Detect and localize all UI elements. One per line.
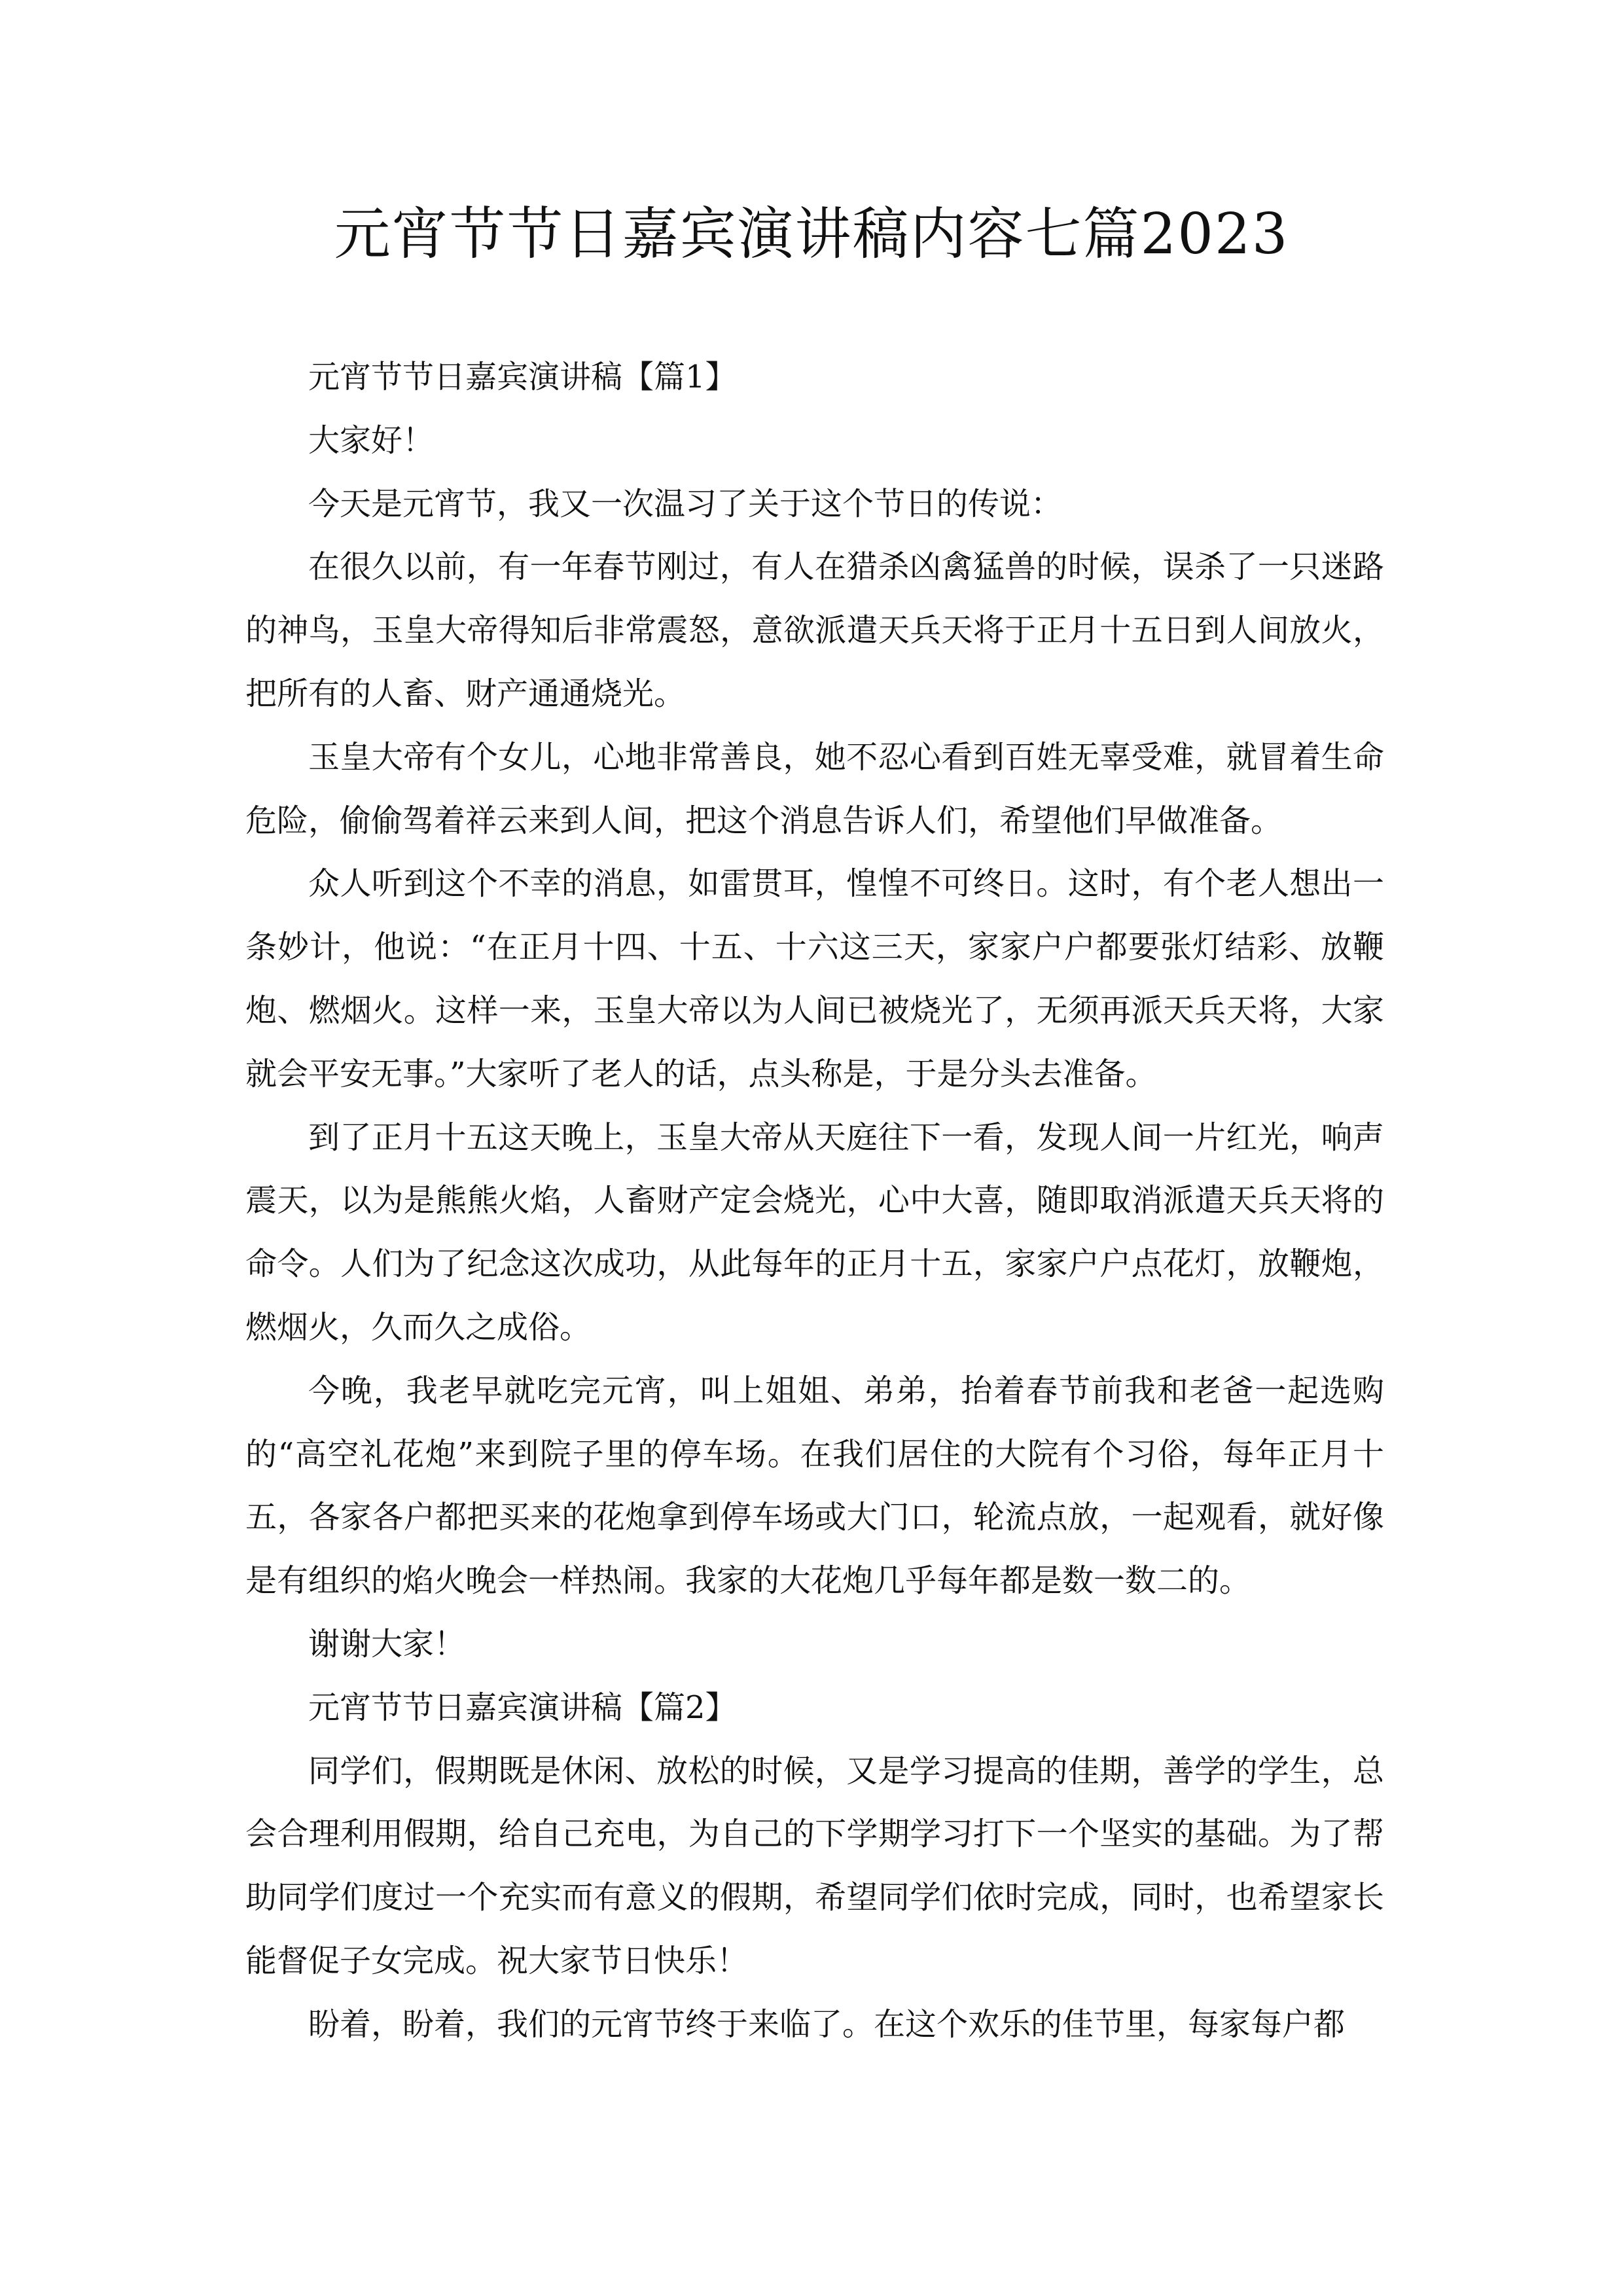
paragraph: 众人听到这个不幸的消息，如雷贯耳，惶惶不可终日。这时，有个老人想出一条妙计，他说：“在正月十四、十五、十六这三天，家家户户都要张灯结彩、放鞭炮、燃烟火。这样一来，玉皇大帝以为人间已被烧光了，无须再派天兵天将，大家就会平安无事。”大家听了老人的话，点头称是，于是分头去准备。	[245, 865, 1384, 1092]
paragraph: 在很久以前，有一年春节刚过，有人在猎杀凶禽猛兽的时候，误杀了一只迷路的神鸟，玉皇大帝得知后非常震怒，意欲派遣天兵天将于正月十五日到人间放火，把所有的人畜、财产通通烧光。	[245, 548, 1384, 712]
paragraph: 大家好！	[308, 422, 435, 459]
paragraph: 谢谢大家！	[308, 1625, 466, 1662]
paragraph: 盼着，盼着，我们的元宵节终于来临了。在这个欢乐的佳节里，每家每户都	[308, 2005, 1346, 2043]
paragraph: 到了正月十五这天晚上，玉皇大帝从天庭往下一看，发现人间一片红光，响声震天，以为是熊熊火焰，人畜财产定会烧光，心中大喜，随即取消派遣天兵天将的命令。人们为了纪念这次成功，从此每年的正月十五，家家户户点花灯，放鞭炮，燃烟火，久而久之成俗。	[245, 1119, 1384, 1346]
section-heading-2: 元宵节节日嘉宾演讲稿【篇2】	[308, 1689, 737, 1726]
paragraph: 玉皇大帝有个女儿，心地非常善良，她不忍心看到百姓无辜受难，就冒着生命危险，偷偷驾着祥云来到人间，把这个消息告诉人们，希望他们早做准备。	[245, 738, 1384, 839]
document-title: 元宵节节日嘉宾演讲稿内容七篇2023	[334, 202, 1289, 267]
paragraph: 今晚，我老早就吃完元宵，叫上姐姐、弟弟，抬着春节前我和老爸一起选购的“高空礼花炮”来到院子里的停车场。在我们居住的大院有个习俗，每年正月十五，各家各户都把买来的花炮拿到停车场或大门口，轮流点放，一起观看，就好像是有组织的焰火晚会一样热闹。我家的大花炮几乎每年都是数一数二的。	[245, 1372, 1384, 1600]
paragraph: 同学们，假期既是休闲、放松的时候，又是学习提高的佳期，善学的学生，总会合理利用假期，给自己充电，为自己的下学期学习打下一个坚实的基础。为了帮助同学们度过一个充实而有意义的假期，希望同学们依时完成，同时，也希望家长能督促子女完成。祝大家节日快乐！	[245, 1752, 1384, 1979]
paragraph: 今天是元宵节，我又一次温习了关于这个节日的传说：	[308, 485, 1063, 522]
document-body	[245, 346, 1384, 2056]
section-heading-1: 元宵节节日嘉宾演讲稿【篇1】	[308, 359, 737, 395]
